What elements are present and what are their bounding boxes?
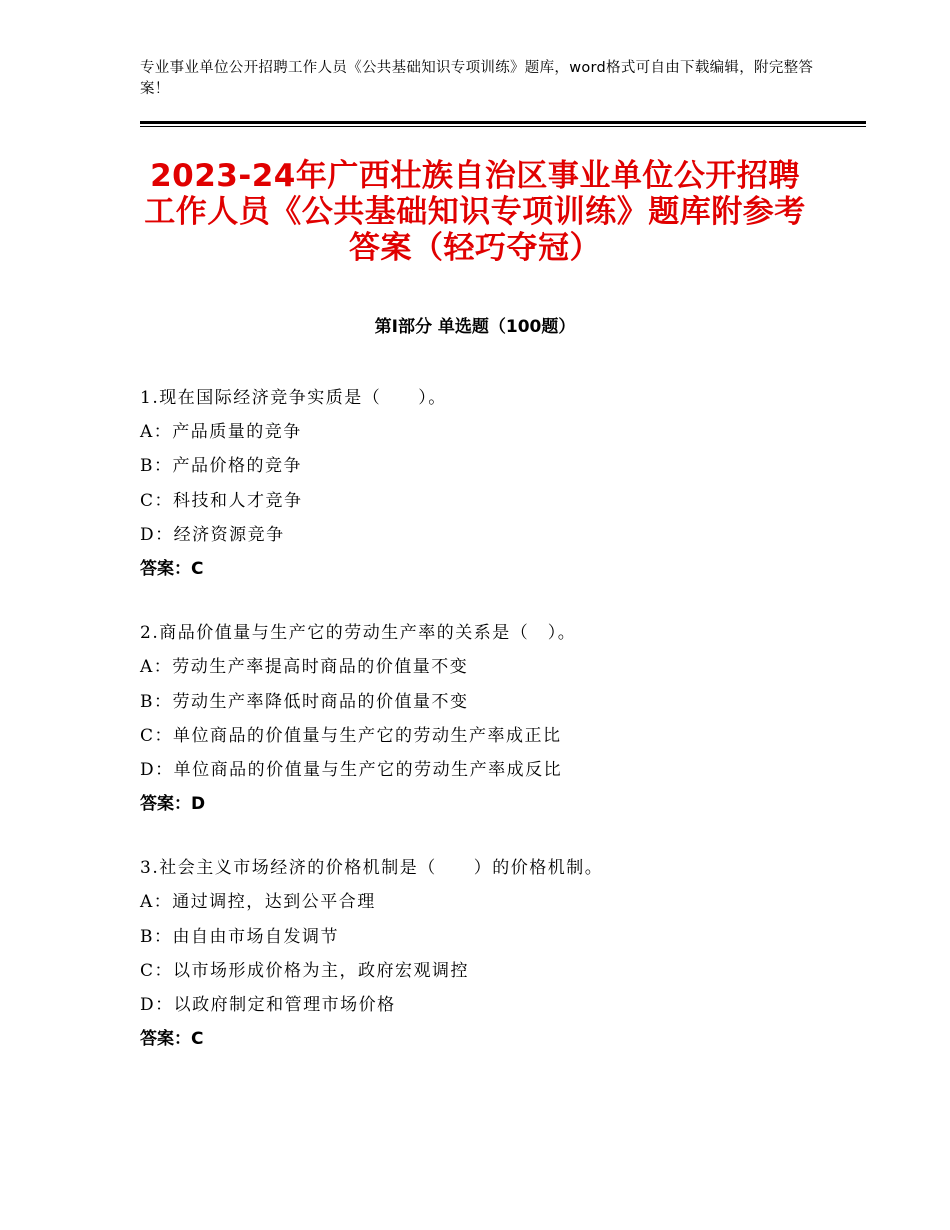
document-title: 2023-24年广西壮族自治区事业单位公开招聘工作人员《公共基础知识专项训练》题库附参考答案（轻巧夺冠）: [144, 158, 806, 266]
header-rule-thin: [140, 126, 866, 127]
option-b: B：由自由市场自发调节: [140, 926, 339, 947]
question-list: [140, 381, 840, 1086]
question-2: [140, 616, 840, 821]
section-heading: 第Ⅰ部分 单选题（100题）: [374, 317, 576, 337]
option-d: D：单位商品的价值量与生产它的劳动生产率成反比: [140, 759, 563, 780]
option-c: C：单位商品的价值量与生产它的劳动生产率成正比: [140, 725, 562, 746]
answer: 答案：D: [140, 794, 206, 815]
question-stem: 1.现在国际经济竞争实质是（ ）。: [140, 388, 447, 408]
question-stem: 3.社会主义市场经济的价格机制是（ ）的价格机制。: [140, 858, 604, 879]
option-a: A：通过调控，达到公平合理: [140, 892, 376, 913]
option-b: B：劳动生产率降低时商品的价值量不变: [140, 691, 469, 712]
option-d: D：以政府制定和管理市场价格: [140, 995, 396, 1015]
header-rule-thick: [140, 121, 866, 124]
question-stem: 2.商品价值量与生产它的劳动生产率的关系是（ ）。: [140, 623, 577, 644]
option-b: B：产品价格的竞争: [140, 456, 302, 477]
option-a: A：产品质量的竞争: [140, 422, 302, 443]
option-d: D：经济资源竞争: [140, 524, 285, 545]
question-3: [140, 851, 840, 1056]
answer: 答案：C: [140, 1029, 204, 1050]
question-1: [140, 381, 840, 586]
answer: 答案：C: [140, 558, 204, 579]
option-a: A：劳动生产率提高时商品的价值量不变: [140, 657, 469, 678]
option-c: C：科技和人才竞争: [140, 490, 303, 511]
header-note: 专业事业单位公开招聘工作人员《公共基础知识专项训练》题库，word格式可自由下载编辑，附完整答案！: [140, 60, 814, 97]
option-c: C：以市场形成价格为主，政府宏观调控: [140, 960, 470, 981]
